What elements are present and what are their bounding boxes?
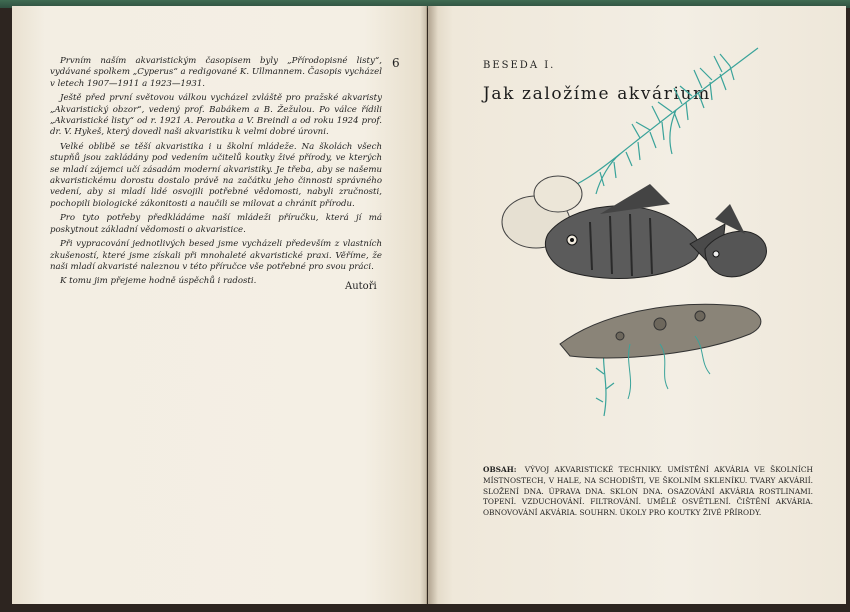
chapter-contents xyxy=(483,465,813,519)
page-number: 6 xyxy=(392,56,400,70)
foreword-paragraph: Ještě před první světovou válkou vycházel zvláště pro pražské akvaristy „Akvaristický obzor“, vedený prof. Babákem a B. Žežulou. Po válce řídili „Akvaristické listy“ od r. 1921 A. Peroutka a V. Breindl a od roku 1924 prof. dr. V. Hykeš, který dovedl naši akvaristiku k velmi dobré úrovni. xyxy=(50,93,382,138)
foreword-text xyxy=(50,56,382,291)
foreword-paragraph: Prvním naším akvaristickým časopisem byly „Přírodopisné listy“, vydávané spolkem „Cyperus“ a redigované K. Ullmannem. Časopis vycházel v letech 1907—1911 a 1923—1931. xyxy=(50,56,382,89)
foreword-paragraph: Velké oblibě se těší akvaristika i u školní mládeže. Na školách všech stupňů jsou zakládány pod vedením učitelů koutky živé přírody, ve kterých se mladí zájemci učí zásadám moderní akvaristiky. Je třeba, aby se našemu akvaristickému dorostu dostalo právě na začátku jeho činnosti správného vedení, aby si mladí lidé osvojili potřebné vědomosti, nabyli zručnosti, pochopili biologické zákonitosti a naučili se milovat a chránit přírodu. xyxy=(50,141,382,209)
foreword-paragraph: Pro tyto potřeby předkládáme naší mládeži příručku, která jí má poskytnout základní vědomosti o akvaristice. xyxy=(50,213,382,235)
contents-text: VÝVOJ AKVARISTICKÉ TECHNIKY. UMÍSTĚNÍ AKVÁRIA VE ŠKOLNÍCH MÍSTNOSTECH, V HALE, NA SCHODIŠTI, VE ŠKOLNÍM SKLENÍKU. TVARY AKVÁRIÍ. SLOŽENÍ DNA. ÚPRAVA DNA. SKLON DNA. OSAZOVÁNÍ AKVÁRIA ROSTLINAMI. TOPENÍ. VZDUCHOVÁNÍ. FILTROVÁNÍ. UMĚLÉ OSVĚTLENÍ. ČIŠTĚNÍ AKVÁRIA. OBNOVOVÁNÍ AKVÁRIA. SOUHRN. ÚKOLY PRO KOUTKY ŽIVÉ PŘÍRODY. xyxy=(483,465,814,518)
contents-label: OBSAH: xyxy=(483,465,517,474)
chapter-title: Jak založíme akvárium xyxy=(483,84,711,104)
author-signature: Autoři xyxy=(345,281,377,292)
aquarium-bottom xyxy=(560,304,761,358)
fish-illustration xyxy=(500,44,800,424)
foreword-paragraph: Při vypracování jednotlivých besed jsme vycházeli především z vlastních zkušeností, které jsme získali při mnohaleté akvaristické praxi. Věříme, že naši mladí akvaristé naleznou v této příručce vše potřebné pro svou práci. xyxy=(50,239,382,272)
book-gutter xyxy=(420,6,438,604)
foreword-paragraph: K tomu jim přejeme hodně úspěchů i radosti. xyxy=(60,276,257,287)
chapter-label: BESEDA I. xyxy=(483,60,556,71)
small-fish xyxy=(705,204,766,277)
